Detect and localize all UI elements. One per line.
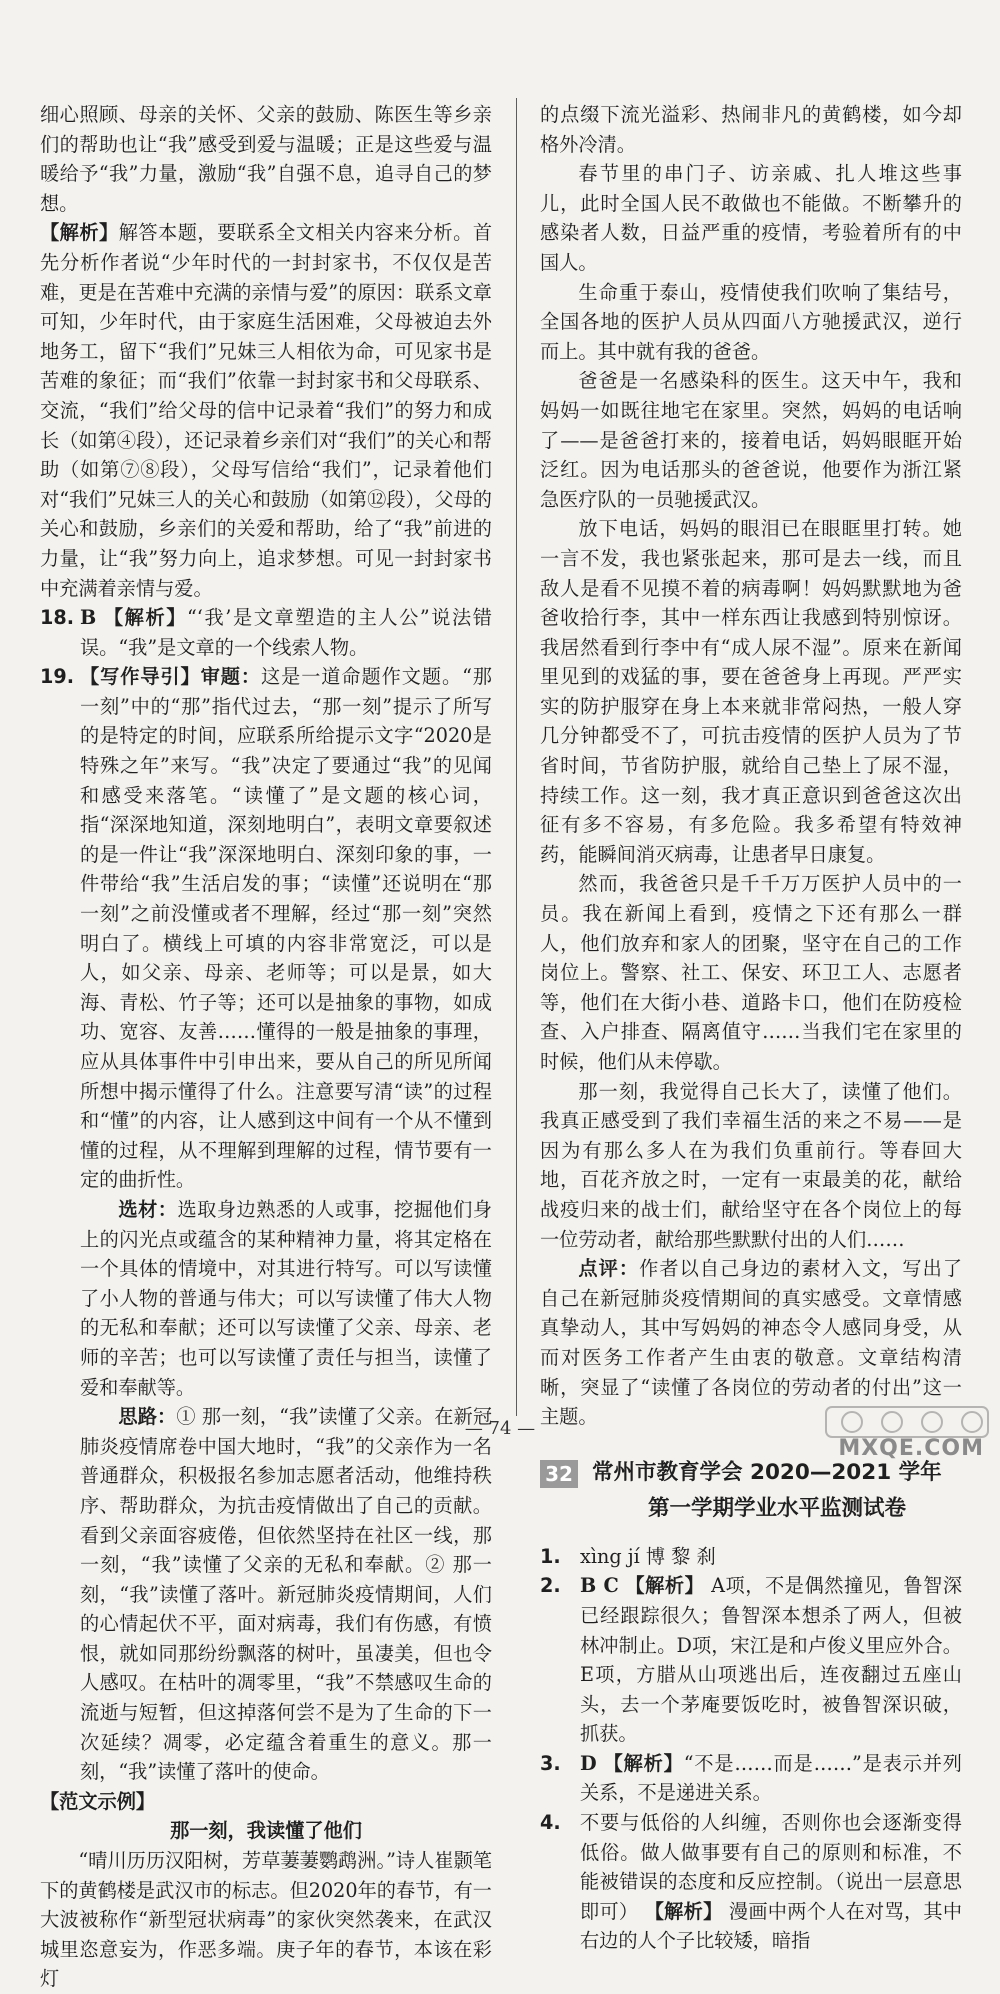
answer-text: xìng jí 博 黎 刹 bbox=[580, 1544, 716, 1568]
section-subtitle: 第一学期学业水平监测试卷 bbox=[647, 1495, 906, 1521]
answer-paragraph: 细心照顾、母亲的关怀、父亲的鼓励、陈医生等乡亲们的帮助也让“我”感受到爱与温暖；正是这些爱与温暖给予“我”力量，激励“我”自强不息，追寻自己的梦想。 bbox=[40, 103, 492, 215]
question-2 bbox=[540, 1571, 962, 1749]
analysis-text: 漫画中两个人在对骂，其中右边的人个子比较矮，暗指 bbox=[580, 1899, 963, 1953]
question-number: 3. bbox=[540, 1751, 561, 1775]
question-3 bbox=[540, 1749, 962, 1808]
analysis-text: 解答本题，要联系全文相关内容来分析。首先分析作者说“少年时代的一封封家书，不仅仅是苦难，更是在苦难中充满的亲情与爱”的原因：联系文章可知，少年时代，由于家庭生活困难，父母被迫去外地务工，留下“我们”兄妹三人相依为命，可见家书是苦难的象征；而“我们”依靠一封封家书和父母联系、交流，“我们”给父母的信中记录着“我们”的努力和成长（如第④段），还记录着乡亲们对“我们”的关心和帮助（如第⑦⑧段），父母写信给“我们”，记录着他们对“我们”兄妹三人的关心和鼓励（如第⑫段），父母的关心和鼓励，乡亲们的关爱和帮助，给了“我”前进的力量，让“我”努力向上，追求梦想。可见一封封家书中充满着亲情与爱。 bbox=[40, 221, 493, 600]
section-title: 常州市教育学会 2020—2021 学年 bbox=[592, 1459, 942, 1485]
analysis-label: 【解析】 bbox=[603, 1751, 684, 1775]
essay-paragraph: 生命重于泰山，疫情使我们吹响了集结号，全国各地的医护人员从四面八方驰援武汉，逆行而上。其中就有我的爸爸。 bbox=[540, 280, 962, 363]
essay-paragraph: 然而，我爸爸只是千千万万医护人员中的一员。我在新闻上看到，疫情之下还有那么一群人，他们放弃和家人的团聚，坚守在自己的工作岗位上。警察、社工、保安、环卫工人、志愿者等，他们在大街小巷、道路卡口，他们在防疫检查、入户排查、隔离值守……当我们宅在家里的时候，他们从未停歇。 bbox=[540, 872, 962, 1073]
essay-paragraph: 的点缀下流光溢彩、热闹非凡的黄鹤楼，如今却格外冷清。 bbox=[540, 103, 962, 156]
approach-paragraph bbox=[80, 1402, 492, 1787]
material-paragraph bbox=[80, 1195, 492, 1402]
question-number: 2. bbox=[540, 1574, 561, 1598]
analysis-paragraph bbox=[40, 218, 492, 603]
section-header bbox=[540, 1458, 962, 1528]
analysis-text: “‘我’是文章塑造的主人公”说法错误。“我”是文章的一个线索人物。 bbox=[80, 606, 492, 659]
answer-choice: D bbox=[580, 1751, 597, 1775]
analysis-label: 【解析】 bbox=[625, 1574, 705, 1598]
topic-review-label: 审题： bbox=[200, 665, 261, 689]
question-4 bbox=[540, 1808, 962, 1956]
essay-paragraph: 爸爸是一名感染科的医生。这天中午，我和妈妈一如既往地宅在家里。突然，妈妈的电话响了——是爸爸打来的，接着电话，妈妈眼眶开始泛红。因为电话那头的爸爸说，他要作为浙江紧急医疗队的一员驰援武汉。 bbox=[540, 369, 962, 511]
left-column bbox=[40, 100, 492, 1994]
approach-label: 思路： bbox=[118, 1405, 177, 1429]
topic-review-text: 这是一道命题作文题。“那一刻”中的“那”指代过去，“那一刻”提示了所写的是特定的时间，应联系所给提示文字“2020是特殊之年”来写。“我”决定了要通过“我”的见闻和感受来落笔。“读懂了”是文题的核心词，指“深深地知道，深刻地明白”，表明文章要叙述的是一件让“我”深深地明白、深刻印象的事，一件带给“我”生活启发的事；“读懂”还说明在“那一刻”之前没懂或者不理解，经过“那一刻”突然明白了。横线上可填的内容非常宽泛，可以是人，如父亲、母亲、老师等；可以是景，如大海、青松、竹子等；还可以是抽象的事物，如成功、宽容、友善……懂得的一般是抽象的事理，应从具体事件中引申出来，要从自己的所见所闻所想中揭示懂得了什么。注意要写清“读”的过程和“懂”的内容，让人感到这中间有一个从不懂到懂的过程，从不理解到理解的过程，情节要有一定的曲折性。 bbox=[80, 665, 492, 1192]
approach-text: ① 那一刻，“我”读懂了父亲。在新冠肺炎疫情席卷中国大地时，“我”的父亲作为一名普通群众，积极报名参加志愿者活动，他维持秩序、帮助群众，为抗击疫情做出了自己的贡献。看到父亲面容疲倦，但依然坚持在社区一线，那一刻，“我”读懂了父亲的无私和奉献。② 那一刻，“我”读懂了落叶。新冠肺炎疫情期间，人们的心情起伏不平，面对病毒，我们有伤感，有愤恨，就如同那纷纷飘落的树叶，虽凄美，但也令人感叹。在枯叶的凋零里，“我”不禁感叹生命的流逝与短暂，但这掉落何尝不是为了生命的下一次延续？凋零，必定蕴含着重生的意义。那一刻，“我”读懂了落叶的使命。 bbox=[80, 1405, 493, 1784]
essay-paragraph: 那一刻，我觉得自己长大了，读懂了他们。我真正感受到了我们幸福生活的来之不易——是因为有那么多人在为我们负重前行。等春回大地，百花齐放之时，一定有一束最美的花，献给战疫归来的战士们，献给坚守在各个岗位上的每一位劳动者，献给那些默默付出的人们…… bbox=[540, 1079, 962, 1251]
answer-choice: B C bbox=[580, 1574, 619, 1598]
answer-choice: B bbox=[80, 606, 97, 630]
right-column bbox=[540, 100, 962, 1956]
question-19 bbox=[40, 662, 492, 1787]
watermark-text: MXQE.COM bbox=[838, 1436, 984, 1461]
analysis-label: 【解析】 bbox=[644, 1899, 723, 1923]
question-1 bbox=[540, 1542, 962, 1572]
sample-essay-label: 【范文示例】 bbox=[40, 1789, 156, 1813]
question-number: 18. bbox=[40, 606, 74, 630]
material-text: 选取身边熟悉的人或事，挖掘他们身上的闪光点或蕴含的某种精神力量，将其定格在一个具体的情境中，对其进行特写。可以写读懂了小人物的普通与伟大；可以写读懂了伟大人物的无私和奉献；还可以写读懂了父亲、母亲、老师的辛苦；也可以写读懂了责任与担当，读懂了爱和奉献等。 bbox=[80, 1197, 493, 1399]
writing-guide-label: 【写作导引】 bbox=[80, 665, 201, 689]
essay-paragraph: 放下电话，妈妈的眼泪已在眼眶里打转。她一言不发，我也紧张起来，那可是去一线，而且敌人是看不见摸不着的病毒啊！妈妈默默地为爸爸收拾行李，其中一样东西让我感到特别惊讶。我居然看到行李中有“成人尿不湿”。原来在新闻里见到的戏猛的事，要在爸爸身上再现。严严实实的防护服穿在身上本来就非常闷热，一般人穿几分钟都受不了，可抗击疫情的医护人员为了节省时间，节省防护服，就给自己垫上了尿不湿，持续工作。这一刻，我才真正意识到爸爸这次出征有多不容易，有多危险。我多希望有特效神药，能瞬间消灭病毒，让患者早日康复。 bbox=[540, 517, 962, 866]
material-label: 选材： bbox=[118, 1197, 178, 1221]
analysis-label: 【解析】 bbox=[103, 606, 187, 630]
page-number: — 74 — bbox=[464, 1418, 536, 1439]
essay-title: 那一刻，我读懂了他们 bbox=[170, 1819, 362, 1843]
question-number: 19. bbox=[40, 665, 74, 689]
analysis-label: 【解析】 bbox=[40, 221, 119, 245]
analysis-text: “不是……而是……”是表示并列关系，不是递进关系。 bbox=[580, 1751, 962, 1805]
comment-text: 作者以自己身边的素材入文，写出了自己在新冠肺炎疫情期间的真实感受。文章情感真挚动人，其中写妈妈的神态令人感同身受，从而对医务工作者产生由衷的敬意。文章结构清晰，突显了“读懂了各岗位的劳动者的付出”这一主题。 bbox=[540, 1257, 963, 1429]
analysis-text: A项，不是偶然撞见，鲁智深已经跟踪很久；鲁智深本想杀了两人，但被林冲制止。D项，宋江是和卢俊义里应外合。E项，方腊从山项逃出后，连夜翻过五座山头，去一个茅庵要饭吃时，被鲁智深识破，抓获。 bbox=[580, 1574, 963, 1746]
section-number-badge: 32 bbox=[540, 1460, 578, 1488]
question-18 bbox=[40, 603, 492, 662]
essay-paragraph: 春节里的串门子、访亲戚、扎人堆这些事儿，此时全国人民不敢做也不能做。不断攀升的感染者人数，日益严重的疫情，考验着所有的中国人。 bbox=[540, 162, 962, 274]
column-divider bbox=[516, 98, 517, 1416]
watermark bbox=[822, 1405, 992, 1467]
comment-label: 点评： bbox=[578, 1257, 640, 1281]
question-number: 1. bbox=[540, 1544, 561, 1568]
answer-text: 不要与低俗的人纠缠，否则你也会逐渐变得低俗。做人做事要有自己的原则和标准，不能被错误的态度和反应控制。（说出一层意思即可） bbox=[580, 1811, 962, 1923]
question-number: 4. bbox=[540, 1811, 561, 1835]
essay-paragraph: “晴川历历汉阳树，芳草萋萋鹦鹉洲。”诗人崔颢笔下的黄鹤楼是武汉市的标志。但2020年的春节，有一大波被称作“新型冠状病毒”的家伙突然袭来，在武汉城里恣意妄为，作恶多端。庚子年的春节，本该在彩灯 bbox=[40, 1849, 492, 1991]
